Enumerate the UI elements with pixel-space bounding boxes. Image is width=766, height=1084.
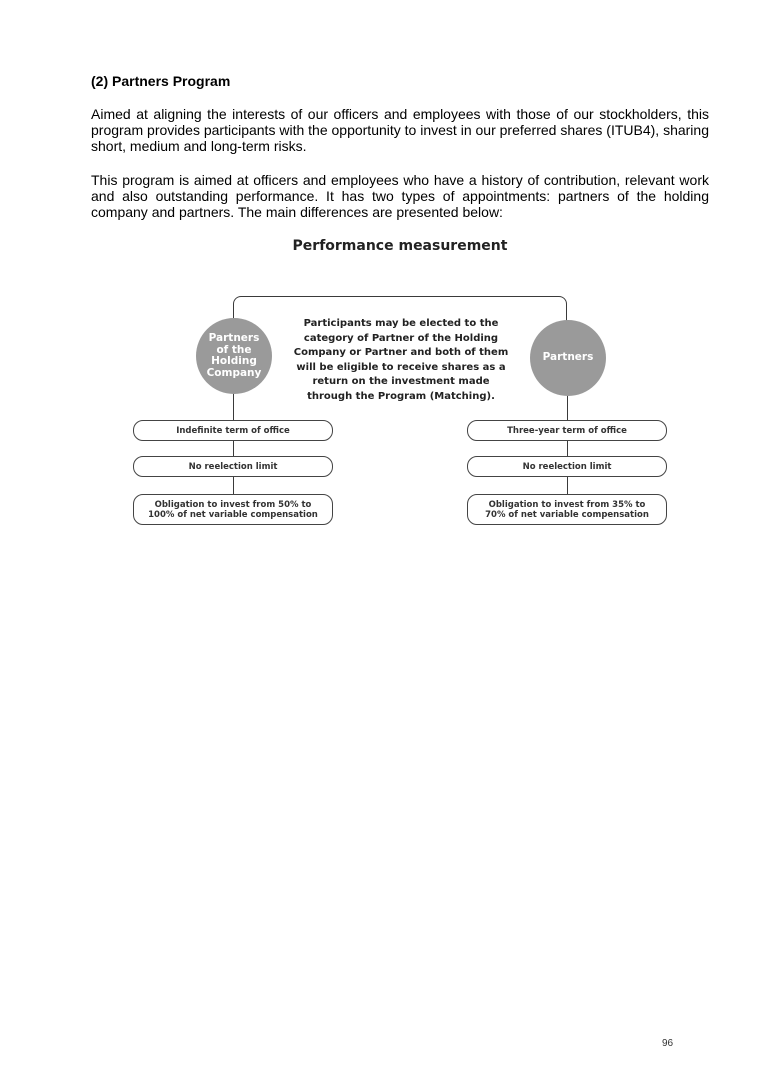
right-box-reelection (467, 456, 667, 477)
right-box-reelection-text: No reelection limit (522, 461, 612, 472)
diagram-title: Performance measurement (292, 238, 508, 254)
right-box-term (467, 420, 667, 441)
left-connector-line (233, 393, 234, 497)
right-box-obligation-text: Obligation to invest from 35% to 70% of net variable compensation (485, 499, 649, 520)
right-box-obligation (467, 494, 667, 525)
left-box-reelection-text: No reelection limit (188, 461, 278, 472)
left-box-obligation-text: Obligation to invest from 50% to 100% of net variable compensation (148, 499, 318, 520)
paragraph-intro: Aimed at aligning the interests of our officers and employees with those of our stockholders, this program provides participants with the opportunity to invest in our preferred shares (ITUB4), sharing short, medium and long-term risks. (91, 106, 709, 154)
partners-holding-label: Partners of the Holding Company (206, 332, 262, 379)
left-box-term-text: Indefinite term of office (176, 425, 290, 436)
paragraph-types: This program is aimed at officers and employees who have a history of contribution, relevant work and also outstanding performance. It has two types of appointments: partners of the holding company and partners. The main differences are presented below: (91, 172, 709, 220)
page-number: 96 (662, 1038, 674, 1049)
left-box-term (133, 420, 333, 441)
partners-circle (530, 320, 606, 396)
right-box-term-text: Three-year term of office (507, 425, 627, 436)
partners-holding-circle (196, 318, 272, 394)
section-heading: (2) Partners Program (91, 73, 231, 89)
partners-label: Partners (542, 351, 594, 364)
left-box-obligation (133, 494, 333, 525)
left-box-reelection (133, 456, 333, 477)
right-connector-line (567, 393, 568, 497)
diagram-center-text: Participants may be elected to the category of Partner of the Holding Company or Partner and both of them will be eligible to receive shares as a return on the investment made through the Program (Matching). (293, 318, 509, 402)
